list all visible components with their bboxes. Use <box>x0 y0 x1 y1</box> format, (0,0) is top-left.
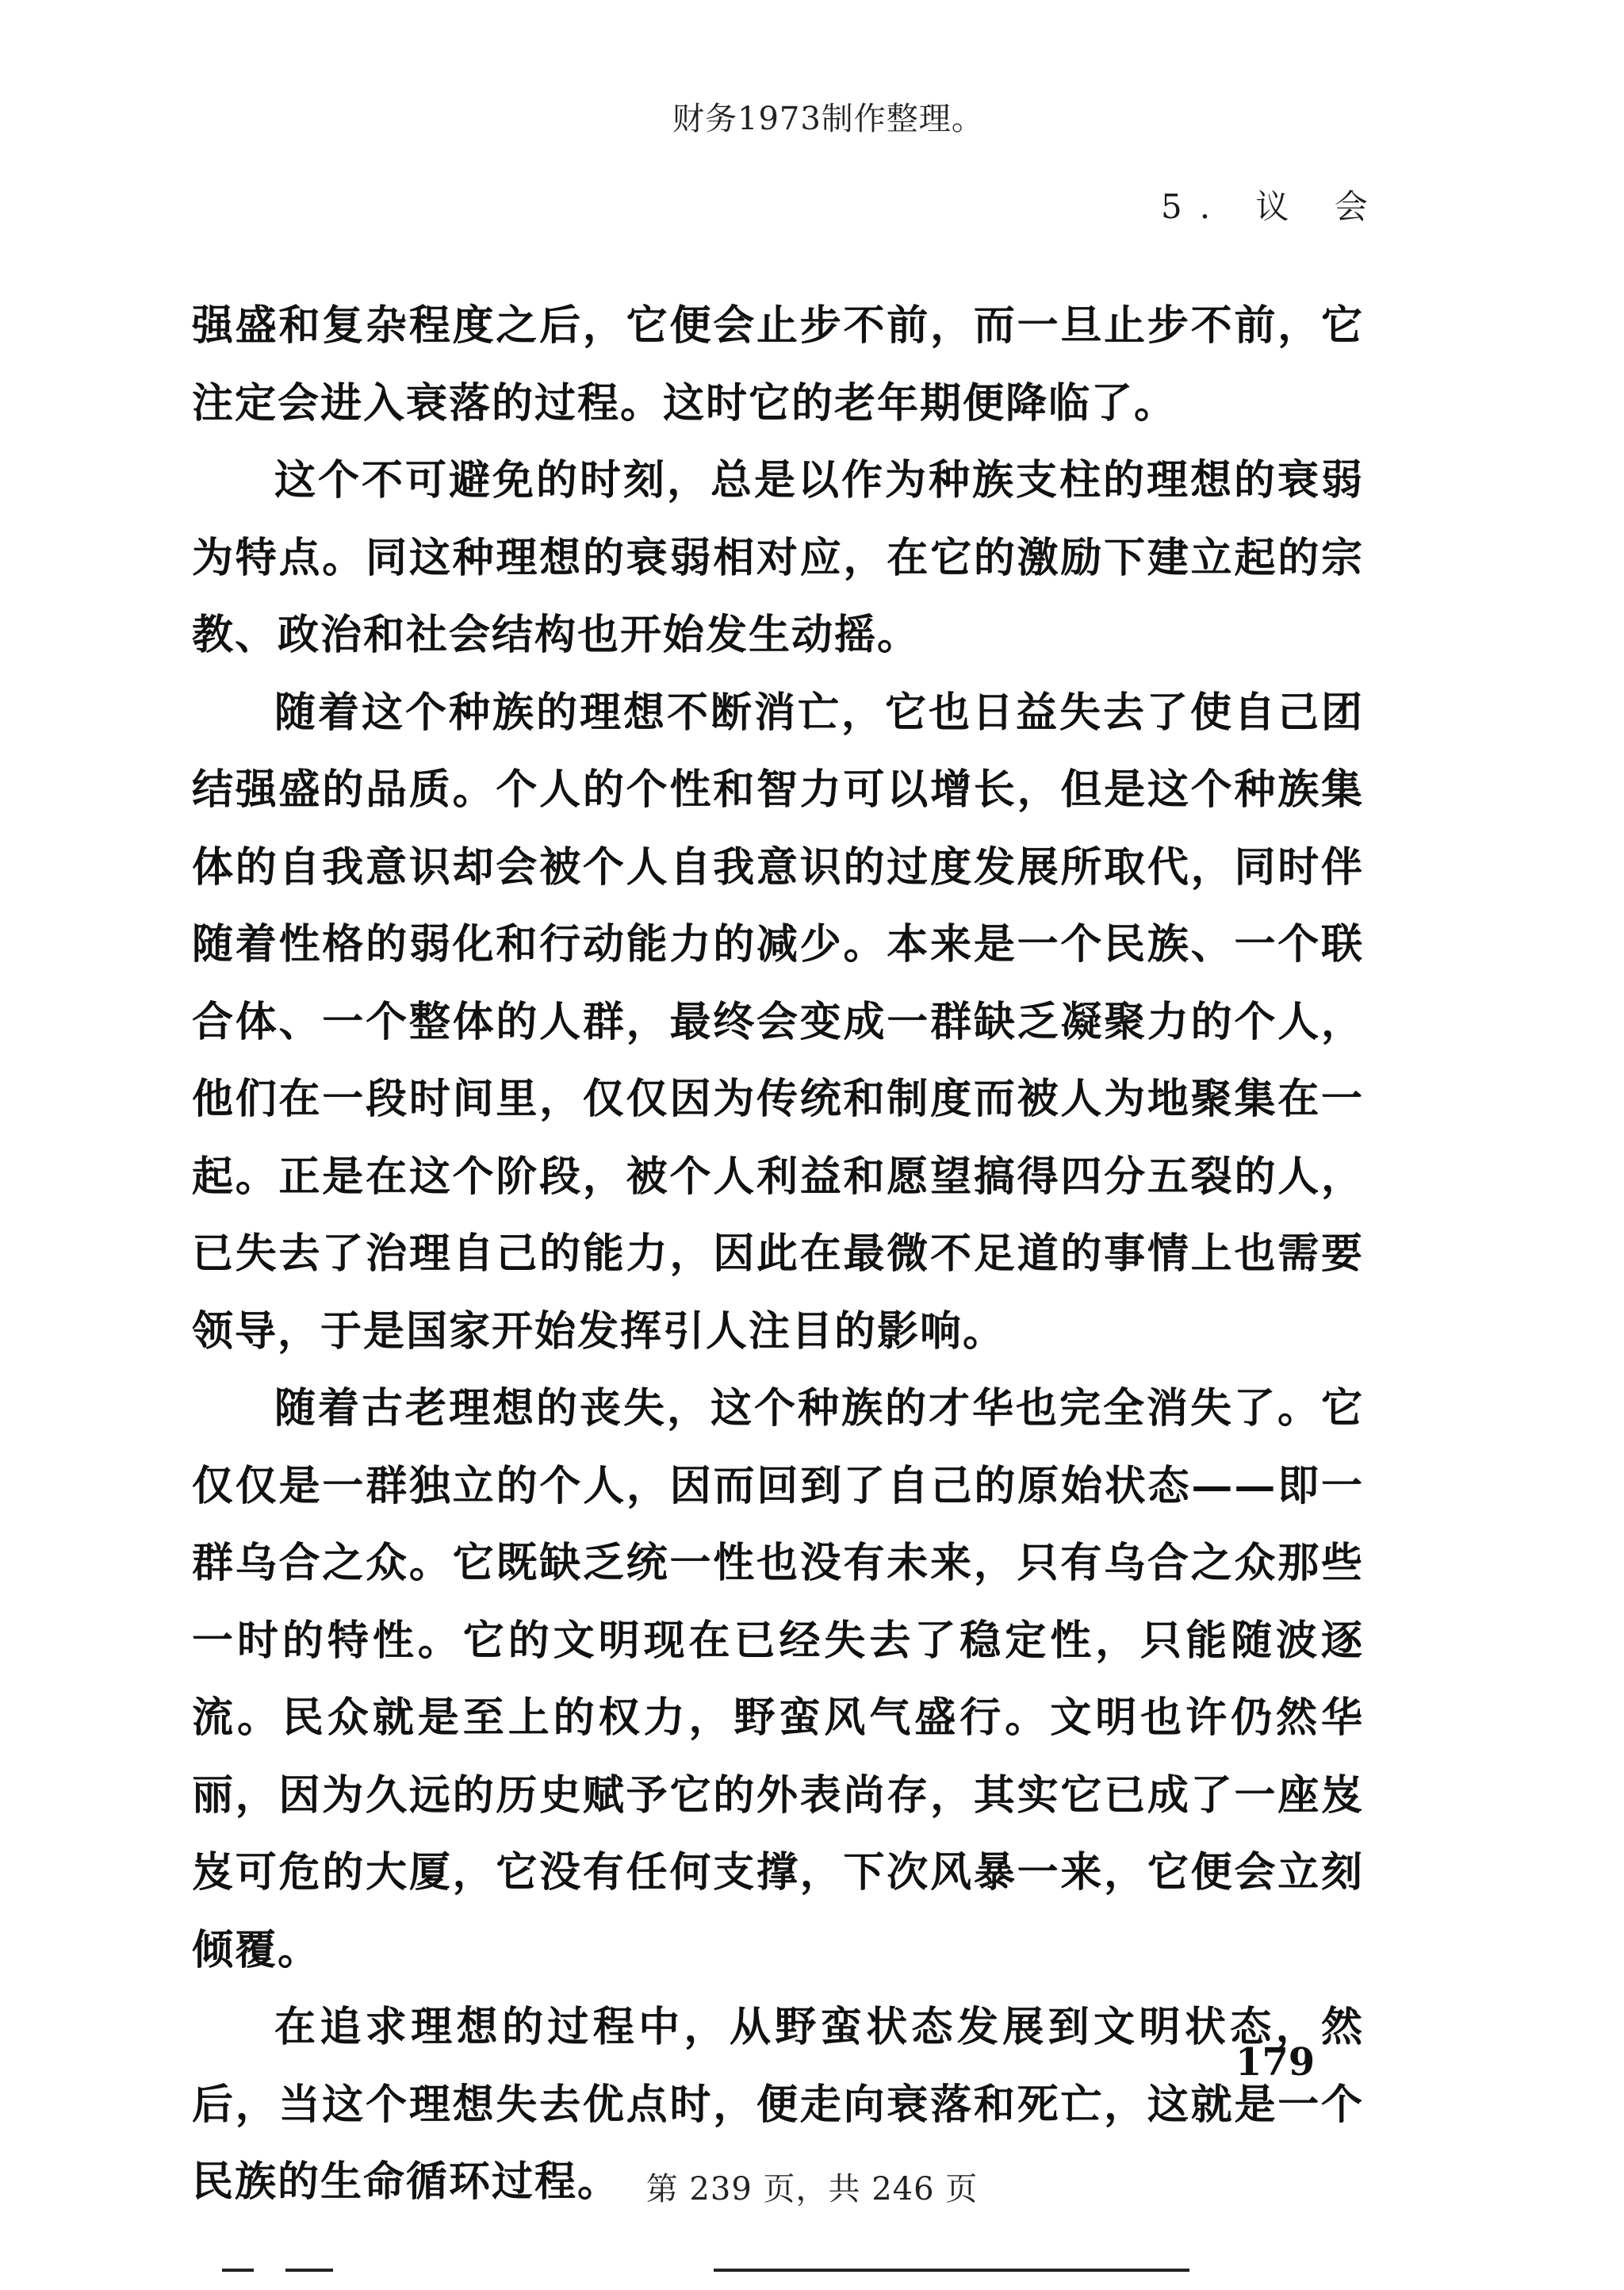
paragraph-5: 在追求理想的过程中，从野蛮状态发展到文明状态，然后，当这个理想失去优点时，便走向衰落和死亡，这就是一个民族的生命循环过程。 <box>192 2003 1364 2206</box>
page-number: 179 <box>1235 2040 1316 2085</box>
running-head: 5. 议 会 <box>1161 187 1385 226</box>
paragraph-4: 随着古老理想的丧失，这个种族的才华也完全消失了。它仅仅是一群独立的个人，因而回到了自己的原始状态——即一群乌合之众。它既缺乏统一性也没有未来，只有乌合之众那些一时的特性。它的文明现在已经失去了稳定性，只能随波逐流。民众就是至上的权力，野蛮风气盛行。文明也许仍然华丽，因为久远的历史赋予它的外表尚存，其实它已成了一座岌岌可危的大厦，它没有任何支撑，下次风暴一来，它便会立刻倾覆。 <box>192 1384 1364 1974</box>
paragraph-1: 强盛和复杂程度之后，它便会止步不前，而一旦止步不前，它注定会进入衰落的过程。这时它的老年期便降临了。 <box>192 301 1364 428</box>
scan-artifact-line <box>222 2269 254 2272</box>
page-footer: 第 239 页，共 246 页 <box>645 2171 979 2208</box>
watermark-text: 财务1973制作整理。 <box>672 101 984 137</box>
paragraph-2: 这个不可避免的时刻，总是以作为种族支柱的理想的衰弱为特点。同这种理想的衰弱相对应，在它的激励下建立起的宗教、政治和社会结构也开始发生动摇。 <box>192 456 1364 659</box>
scan-artifact-line <box>714 2269 1189 2272</box>
body-text <box>192 287 1364 2221</box>
scan-artifact-line <box>285 2269 333 2272</box>
paragraph-3: 随着这个种族的理想不断消亡，它也日益失去了使自己团结强盛的品质。个人的个性和智力可以增长，但是这个种族集体的自我意识却会被个人自我意识的过度发展所取代，同时伴随着性格的弱化和行动能力的减少。本来是一个民族、一个联合体、一个整体的人群，最终会变成一群缺乏凝聚力的个人，他们在一段时间里，仅仅因为传统和制度而被人为地聚集在一起。正是在这个阶段，被个人利益和愿望搞得四分五裂的人，已失去了治理自己的能力，因此在最微不足道的事情上也需要领导，于是国家开始发挥引人注目的影响。 <box>192 688 1364 1356</box>
